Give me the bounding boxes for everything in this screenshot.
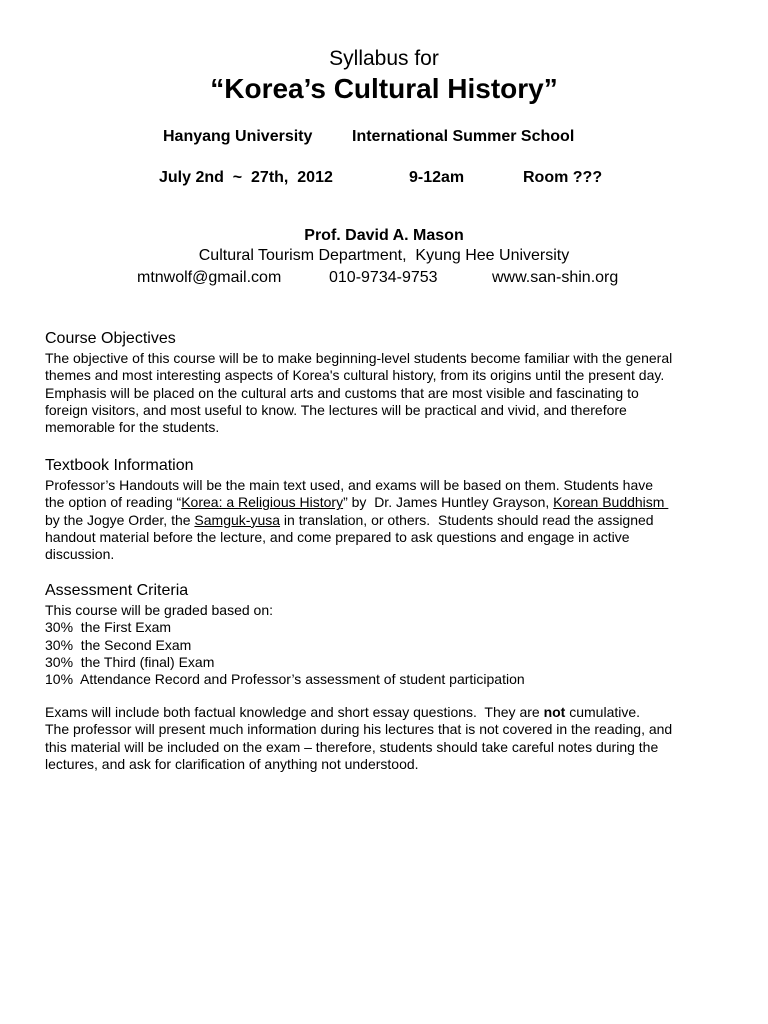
textbook-line: handout material before the lecture, and come prepared to ask questions and engage in active bbox=[45, 528, 630, 545]
assessment-intro: This course will be graded based on: bbox=[45, 602, 274, 618]
course-title: “Korea’s Cultural History” bbox=[210, 73, 558, 104]
textbook-text: in translation, or others. Students should read the assigned bbox=[280, 511, 654, 528]
exam-note-bold: not bbox=[543, 704, 566, 720]
book-title-korean-buddhism: Korean Buddhism bbox=[553, 494, 669, 511]
textbook-text: ” by Dr. James Huntley Grayson, bbox=[343, 494, 554, 511]
instructor-name: Prof. David A. Mason bbox=[304, 227, 464, 244]
course-room: Room ??? bbox=[523, 169, 603, 186]
syllabus-label: Syllabus for bbox=[329, 47, 439, 70]
exam-note-text: Exams will include both factual knowledge and short essay questions. They are bbox=[45, 704, 544, 720]
assessment-section bbox=[45, 581, 735, 688]
exam-note-line: lectures, and ask for clarification of anything not understood. bbox=[45, 755, 419, 772]
program-name: International Summer School bbox=[352, 128, 575, 145]
assessment-item: 30% the First Exam bbox=[45, 619, 172, 636]
textbook-section bbox=[45, 456, 735, 563]
textbook-line: discussion. bbox=[45, 546, 115, 563]
university-name: Hanyang University bbox=[163, 128, 313, 145]
textbook-line bbox=[45, 512, 735, 529]
textbook-text: by the Jogye Order, the bbox=[45, 511, 195, 528]
exam-note-text: cumulative. bbox=[565, 704, 641, 720]
objectives-line: foreign visitors, and most useful to know. The lectures will be practical and vivid, and therefore bbox=[45, 401, 627, 418]
exam-note-line: this material will be included on the exam – therefore, students should take careful notes during the bbox=[45, 738, 659, 755]
textbook-line: Professor’s Handouts will be the main text used, and exams will be based on them. Students have bbox=[45, 477, 654, 493]
objectives-line: memorable for the students. bbox=[45, 419, 220, 436]
instructor-department: Cultural Tourism Department, Kyung Hee University bbox=[198, 247, 570, 264]
exam-notes-section bbox=[45, 704, 735, 773]
instructor-website: www.san-shin.org bbox=[492, 269, 619, 286]
assessment-item: 30% the Third (final) Exam bbox=[45, 653, 215, 670]
course-time: 9-12am bbox=[409, 169, 465, 186]
instructor-phone: 010-9734-9753 bbox=[329, 269, 438, 286]
objectives-line: The objective of this course will be to make beginning-level students become familiar with the general bbox=[45, 350, 673, 366]
instructor-email: mtnwolf@gmail.com bbox=[137, 269, 282, 286]
assessment-item: 10% Attendance Record and Professor’s assessment of student participation bbox=[45, 671, 525, 688]
exam-note-line bbox=[45, 704, 735, 721]
book-title-samguk-yusa: Samguk-yusa bbox=[194, 511, 281, 528]
objectives-line: Emphasis will be placed on the cultural arts and customs that are most visible and fascinating to bbox=[45, 384, 639, 401]
book-title-religious-history: Korea: a Religious History bbox=[181, 494, 344, 511]
objectives-line: themes and most interesting aspects of Korea's cultural history, from its origins until the present day. bbox=[45, 367, 665, 384]
course-dates: July 2nd ~ 27th, 2012 bbox=[159, 169, 333, 186]
assessment-heading: Assessment Criteria bbox=[45, 582, 189, 599]
textbook-heading: Textbook Information bbox=[45, 457, 194, 474]
textbook-line bbox=[45, 494, 735, 511]
textbook-text: the option of reading “ bbox=[45, 494, 182, 511]
objectives-heading: Course Objectives bbox=[45, 330, 176, 347]
assessment-item: 30% the Second Exam bbox=[45, 636, 192, 653]
exam-note-line: The professor will present much information during his lectures that is not covered in the reading, and bbox=[45, 721, 673, 738]
objectives-section bbox=[45, 329, 735, 436]
